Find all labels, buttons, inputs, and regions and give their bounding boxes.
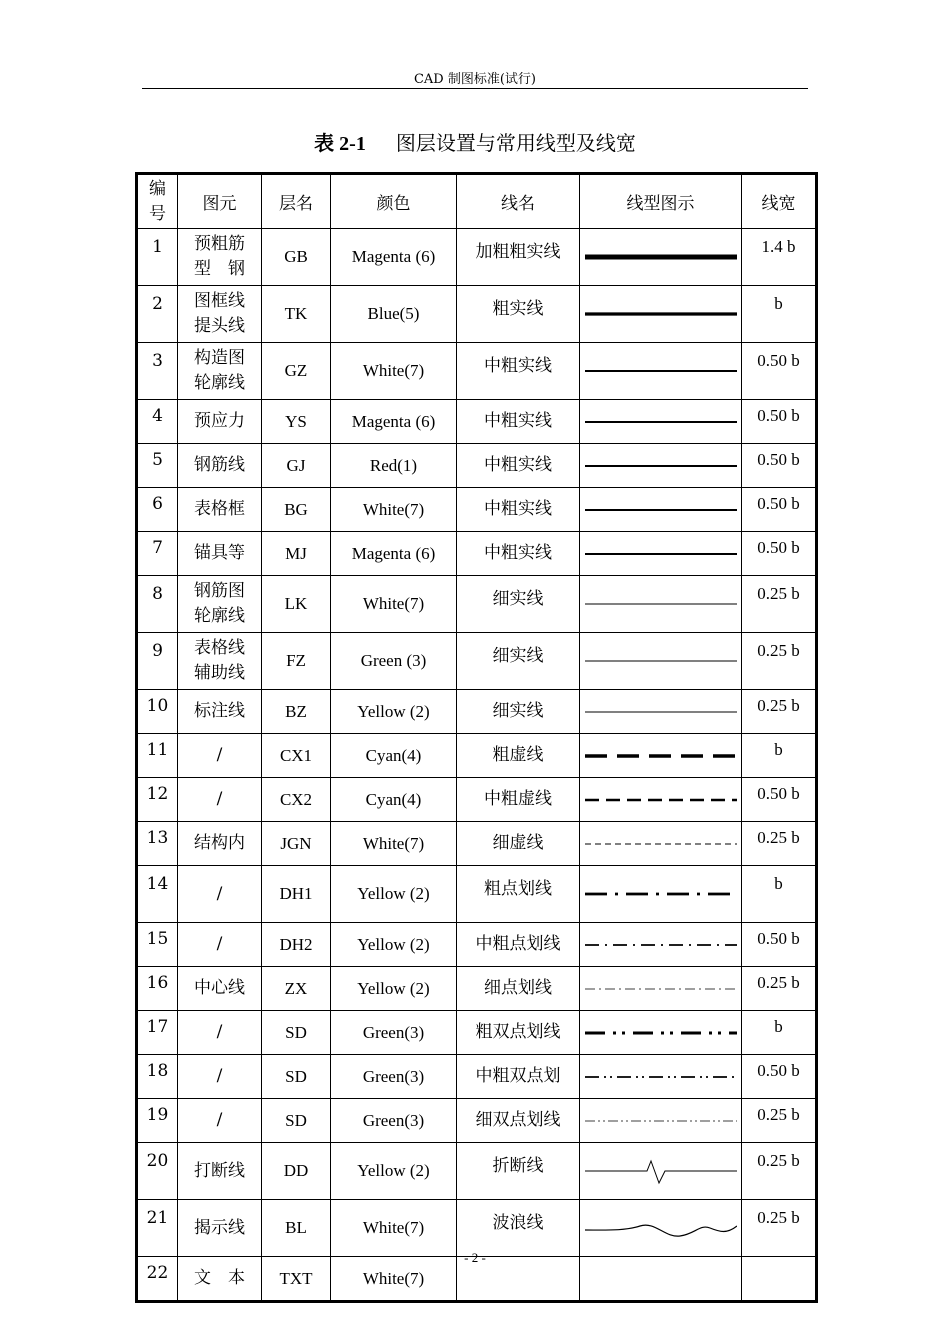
cell-element-line: 轮廓线 (194, 373, 245, 393)
layer-linetype-table (135, 172, 818, 1303)
cell-linetype-sample (580, 1200, 742, 1257)
cell-linetype-sample (580, 866, 742, 923)
cell-linetype-name: 细点划线 (457, 967, 580, 1011)
cell-element (178, 444, 262, 488)
header-row (137, 174, 817, 229)
cell-line-width: 1.4 b (742, 229, 817, 286)
cell-line-width: b (742, 1011, 817, 1055)
cell-linetype-sample (580, 400, 742, 444)
cell-number: 14 (137, 866, 178, 923)
cell-linetype-sample (580, 343, 742, 400)
cell-linetype-sample (580, 690, 742, 734)
cell-line-width: 0.25 b (742, 1143, 817, 1200)
cell-number: 3 (137, 343, 178, 400)
table-row (137, 822, 817, 866)
cell-element (178, 229, 262, 286)
cell-layer: SD (262, 1099, 331, 1143)
cell-layer: TK (262, 286, 331, 343)
linetype-sample-graphic (585, 1059, 737, 1095)
cell-element-line: / (216, 789, 223, 809)
table-row (137, 1011, 817, 1055)
cell-color: Blue(5) (331, 286, 457, 343)
cell-color: White(7) (331, 1257, 457, 1302)
cell-color: Cyan(4) (331, 734, 457, 778)
cell-layer: SD (262, 1055, 331, 1099)
cell-color: White(7) (331, 1200, 457, 1257)
cell-linetype-name: 粗点划线 (457, 866, 580, 923)
cell-layer: ZX (262, 967, 331, 1011)
table-title: 图层设置与常用线型及线宽 (395, 131, 636, 155)
cell-linetype-sample (580, 1055, 742, 1099)
cell-element (178, 488, 262, 532)
cell-number: 1 (137, 229, 178, 286)
cell-color: Magenta (6) (331, 400, 457, 444)
cell-color: Yellow (2) (331, 967, 457, 1011)
cell-number: 10 (137, 690, 178, 734)
cell-number: 21 (137, 1200, 178, 1257)
cell-line-width: b (742, 866, 817, 923)
cell-line-width: 0.50 b (742, 532, 817, 576)
cell-color: Red(1) (331, 444, 457, 488)
table-row (137, 1200, 817, 1257)
header-width: 线宽 (742, 174, 817, 229)
table-row (137, 690, 817, 734)
cell-number: 20 (137, 1143, 178, 1200)
cell-element (178, 1011, 262, 1055)
cell-element-line: 轮廓线 (194, 606, 245, 626)
cell-element-line: / (216, 934, 223, 954)
cell-element (178, 690, 262, 734)
cell-element (178, 400, 262, 444)
cell-element-line: 型 钢 (194, 259, 245, 279)
cell-element-line: 辅助线 (194, 663, 245, 683)
header-color: 颜色 (331, 174, 457, 229)
header-sample: 线型图示 (580, 174, 742, 229)
cell-element (178, 1099, 262, 1143)
cell-number: 2 (137, 286, 178, 343)
cell-number: 6 (137, 488, 178, 532)
cell-color: Magenta (6) (331, 532, 457, 576)
linetype-sample-graphic (585, 586, 737, 622)
cell-linetype-sample (580, 488, 742, 532)
cell-element (178, 1143, 262, 1200)
cell-line-width: b (742, 286, 817, 343)
linetype-sample-graphic (585, 738, 737, 774)
table-row (137, 444, 817, 488)
cell-layer: JGN (262, 822, 331, 866)
cell-element-line: 标注线 (194, 701, 245, 721)
linetype-sample-graphic (585, 643, 737, 679)
linetype-sample-graphic (585, 1103, 737, 1139)
cell-color: Yellow (2) (331, 866, 457, 923)
cell-number: 17 (137, 1011, 178, 1055)
cell-layer: GB (262, 229, 331, 286)
cell-element-line: / (216, 1066, 223, 1086)
cell-element-line: 提头线 (194, 316, 245, 336)
cell-element-line: 预粗筋 (194, 234, 245, 254)
cell-linetype-name: 细虚线 (457, 822, 580, 866)
cell-linetype-sample (580, 967, 742, 1011)
table-row (137, 734, 817, 778)
cell-element-line: 打断线 (194, 1160, 245, 1181)
cell-line-width: 0.50 b (742, 1055, 817, 1099)
cell-number: 18 (137, 1055, 178, 1099)
cell-element-line: / (216, 1022, 223, 1042)
cell-element-line: 揭示线 (194, 1217, 245, 1238)
cell-linetype-sample (580, 229, 742, 286)
linetype-sample-graphic (585, 876, 737, 912)
cell-line-width: 0.25 b (742, 576, 817, 633)
linetype-sample-graphic (585, 971, 737, 1007)
cell-linetype-name: 粗虚线 (457, 734, 580, 778)
cell-element-line: 钢筋线 (194, 455, 245, 475)
cell-color: White(7) (331, 343, 457, 400)
cell-layer: CX2 (262, 778, 331, 822)
cell-layer: LK (262, 576, 331, 633)
cell-element (178, 822, 262, 866)
cell-line-width: 0.50 b (742, 343, 817, 400)
cell-number: 12 (137, 778, 178, 822)
cell-layer: DD (262, 1143, 331, 1200)
cell-linetype-name: 中粗实线 (457, 343, 580, 400)
cell-element (178, 1055, 262, 1099)
cell-element-line: / (216, 745, 223, 765)
cell-layer: SD (262, 1011, 331, 1055)
header-layer: 层名 (262, 174, 331, 229)
cell-element-line: 中心线 (194, 978, 245, 998)
cell-element (178, 286, 262, 343)
cell-line-width: 0.50 b (742, 778, 817, 822)
cell-number: 9 (137, 633, 178, 690)
header-element: 图元 (178, 174, 262, 229)
cell-element-line: 预应力 (194, 411, 245, 431)
cell-color: Green(3) (331, 1011, 457, 1055)
header-linetype: 线名 (457, 174, 580, 229)
cell-element-line: / (216, 883, 223, 904)
cell-linetype-sample (580, 734, 742, 778)
cell-layer: YS (262, 400, 331, 444)
cell-color: White(7) (331, 822, 457, 866)
linetype-sample-graphic (585, 694, 737, 730)
cell-number: 13 (137, 822, 178, 866)
cell-linetype-name: 中粗实线 (457, 532, 580, 576)
linetype-sample-graphic (585, 448, 737, 484)
cell-layer: BL (262, 1200, 331, 1257)
linetype-sample-graphic (585, 239, 737, 275)
cell-linetype-name: 中粗实线 (457, 488, 580, 532)
linetype-sample-graphic (585, 1015, 737, 1051)
linetype-sample-graphic (585, 492, 737, 528)
cell-color: Yellow (2) (331, 923, 457, 967)
cell-layer: FZ (262, 633, 331, 690)
cell-linetype-name: 中粗双点划 (457, 1055, 580, 1099)
cell-element (178, 532, 262, 576)
cell-linetype-sample (580, 1011, 742, 1055)
cell-linetype-name: 波浪线 (457, 1200, 580, 1257)
table-row (137, 286, 817, 343)
cell-color: Yellow (2) (331, 690, 457, 734)
cell-linetype-sample (580, 576, 742, 633)
cell-layer: BZ (262, 690, 331, 734)
cell-layer: TXT (262, 1257, 331, 1302)
cell-color: Magenta (6) (331, 229, 457, 286)
cell-element-line: 锚具等 (194, 543, 245, 563)
cell-number: 4 (137, 400, 178, 444)
cell-linetype-name: 中粗实线 (457, 400, 580, 444)
linetype-sample-graphic (585, 296, 737, 332)
cell-layer: CX1 (262, 734, 331, 778)
cell-element (178, 967, 262, 1011)
table-caption (0, 129, 950, 158)
cell-line-width: 0.50 b (742, 488, 817, 532)
table-row (137, 343, 817, 400)
cell-element-line: 构造图 (194, 348, 245, 368)
cell-linetype-sample (580, 822, 742, 866)
cell-color: Green(3) (331, 1055, 457, 1099)
cell-number: 11 (137, 734, 178, 778)
cell-linetype-sample (580, 1143, 742, 1200)
table-row (137, 400, 817, 444)
table-row (137, 923, 817, 967)
linetype-sample-graphic (585, 1153, 737, 1189)
cell-layer: DH1 (262, 866, 331, 923)
cell-linetype-name: 粗双点划线 (457, 1011, 580, 1055)
linetype-sample-graphic (585, 536, 737, 572)
cell-color: White(7) (331, 488, 457, 532)
cell-number: 8 (137, 576, 178, 633)
cell-line-width: 0.50 b (742, 923, 817, 967)
linetype-sample-graphic (585, 927, 737, 963)
cell-linetype-sample (580, 778, 742, 822)
table-row (137, 1143, 817, 1200)
table-row (137, 633, 817, 690)
cell-linetype-sample (580, 923, 742, 967)
table-row (137, 488, 817, 532)
cell-linetype-name: 细实线 (457, 633, 580, 690)
cell-line-width: b (742, 734, 817, 778)
cell-layer: BG (262, 488, 331, 532)
table-row (137, 1055, 817, 1099)
cell-element-line: 结构内 (194, 833, 245, 853)
cell-layer: GJ (262, 444, 331, 488)
linetype-sample-graphic (585, 404, 737, 440)
cell-color: Green(3) (331, 1099, 457, 1143)
table-row (137, 576, 817, 633)
cell-element (178, 1200, 262, 1257)
linetype-sample-graphic (585, 782, 737, 818)
cell-line-width: 0.50 b (742, 444, 817, 488)
cell-element-line: 表格线 (194, 638, 245, 658)
cell-element-line: 图框线 (194, 291, 245, 311)
linetype-sample-graphic (585, 353, 737, 389)
cell-number: 19 (137, 1099, 178, 1143)
cell-element (178, 923, 262, 967)
linetype-sample-graphic (585, 1210, 737, 1246)
cell-element-line: 钢筋图 (194, 581, 245, 601)
cell-color: Cyan(4) (331, 778, 457, 822)
cell-layer: MJ (262, 532, 331, 576)
cell-linetype-name: 细实线 (457, 690, 580, 734)
cell-linetype-sample (580, 444, 742, 488)
cell-layer: GZ (262, 343, 331, 400)
cell-linetype-name: 折断线 (457, 1143, 580, 1200)
cell-line-width: 0.25 b (742, 822, 817, 866)
cell-linetype-sample (580, 532, 742, 576)
table-row (137, 1099, 817, 1143)
cell-color: Green (3) (331, 633, 457, 690)
cell-element-line: / (216, 1110, 223, 1130)
table-row (137, 532, 817, 576)
linetype-sample-graphic (585, 826, 737, 862)
cell-number: 7 (137, 532, 178, 576)
cell-line-width: 0.25 b (742, 967, 817, 1011)
cell-linetype-name: 细实线 (457, 576, 580, 633)
cell-element (178, 734, 262, 778)
cell-layer: DH2 (262, 923, 331, 967)
cell-color: White(7) (331, 576, 457, 633)
cell-number: 16 (137, 967, 178, 1011)
cell-linetype-sample (580, 633, 742, 690)
cell-element-line: 文 本 (194, 1268, 245, 1288)
cell-number: 15 (137, 923, 178, 967)
table-row (137, 229, 817, 286)
cell-linetype-name: 细双点划线 (457, 1099, 580, 1143)
cell-number: 5 (137, 444, 178, 488)
cell-element (178, 576, 262, 633)
table-row (137, 967, 817, 1011)
running-header: CAD 制图标准(试行) (413, 72, 537, 87)
cell-line-width: 0.50 b (742, 400, 817, 444)
cell-element (178, 633, 262, 690)
cell-linetype-name: 加粗粗实线 (457, 229, 580, 286)
cell-linetype-name: 中粗点划线 (457, 923, 580, 967)
cell-color: Yellow (2) (331, 1143, 457, 1200)
cell-number: 22 (137, 1257, 178, 1302)
cell-line-width: 0.25 b (742, 1200, 817, 1257)
cell-linetype-sample (580, 1099, 742, 1143)
cell-line-width: 0.25 b (742, 1099, 817, 1143)
header-rule (142, 88, 808, 89)
cell-element-line: 表格框 (194, 499, 245, 519)
header-number: 编号 (137, 174, 178, 229)
table-row (137, 778, 817, 822)
page-number: - 2 - (464, 1250, 486, 1265)
cell-linetype-sample (580, 286, 742, 343)
cell-linetype-name: 粗实线 (457, 286, 580, 343)
table-number: 表 2-1 (314, 133, 366, 155)
cell-element (178, 778, 262, 822)
cell-linetype-name: 中粗虚线 (457, 778, 580, 822)
cell-line-width: 0.25 b (742, 633, 817, 690)
cell-linetype-name: 中粗实线 (457, 444, 580, 488)
cell-line-width: 0.25 b (742, 690, 817, 734)
table-row (137, 866, 817, 923)
cell-element (178, 866, 262, 923)
cell-element (178, 343, 262, 400)
